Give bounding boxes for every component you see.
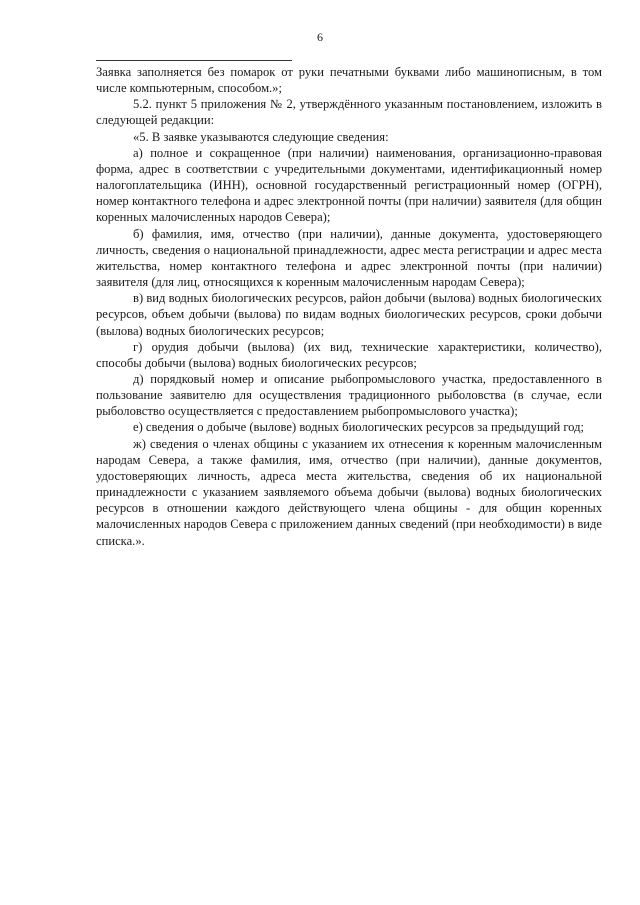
paragraph-amendment-5-2: 5.2. пункт 5 приложения № 2, утверждённого указанным постановлением, изложить в следующей редакции:: [96, 97, 602, 128]
paragraph-item-zh: ж) сведения о членах общины с указанием их отнесения к коренным малочисленным народам Севера, а также фамилия, имя, отчество (при наличии), данные документов, удостоверяющих личность, адреса места жительства, сведения об их национальной принадлежности с указанием заявляемого объема добычи (вылова) водных биологических ресурсов в отношении каждого действующего члена общины - для общин коренных малочисленных народов Севера с приложением данных сведений (при необходимости) в виде списка.».: [96, 436, 602, 548]
document-body: [96, 64, 602, 549]
page-number: 6: [317, 30, 323, 44]
paragraph-item-e: е) сведения о добыче (вылове) водных биологических ресурсов за предыдущий год;: [133, 420, 585, 435]
paragraph-item-d: д) порядковый номер и описание рыбопромыслового участка, предоставленного в пользование заявителю для осуществления традиционного рыболовства (в случае, если рыболовство осуществляется с предоставлением рыбопромыслового участка);: [96, 371, 602, 419]
paragraph-item-g: г) орудия добычи (вылова) (их вид, технические характеристики, количество), способы добычи (вылова) водных биологических ресурсов;: [96, 339, 602, 370]
paragraph-application-fill-rule: Заявка заполняется без помарок от руки печатными буквами либо машинописным, в том числе компьютерным, способом.»;: [96, 65, 602, 96]
paragraph-item-a: а) полное и сокращенное (при наличии) наименования, организационно-правовая форма, адрес в соответствии с учредительными документами, идентификационный номер налогоплательщика (ИНН), основной государственный регистрационный номер (ОГРН), номер контактного телефона и адрес электронной почты (при наличии) заявителя (для общин коренных малочисленных народов Севера);: [96, 145, 602, 225]
paragraph-item-v: в) вид водных биологических ресурсов, район добычи (вылова) водных биологических ресурсов, объем добычи (вылова) по видам водных биологических ресурсов, сроки добычи (вылова) водных биологических ресурсов;: [96, 291, 602, 338]
paragraph-clause-5-intro: «5. В заявке указываются следующие сведения:: [133, 129, 389, 144]
separator-line: [96, 60, 292, 61]
paragraph-item-b: б) фамилия, имя, отчество (при наличии), данные документа, удостоверяющего личность, сведения о национальной принадлежности, адрес места регистрации и адрес места жительства, номер контактного телефона и адрес электронной почты (при наличии) заявителя (для лиц, относящихся к коренным малочисленным народам Севера);: [96, 226, 602, 290]
